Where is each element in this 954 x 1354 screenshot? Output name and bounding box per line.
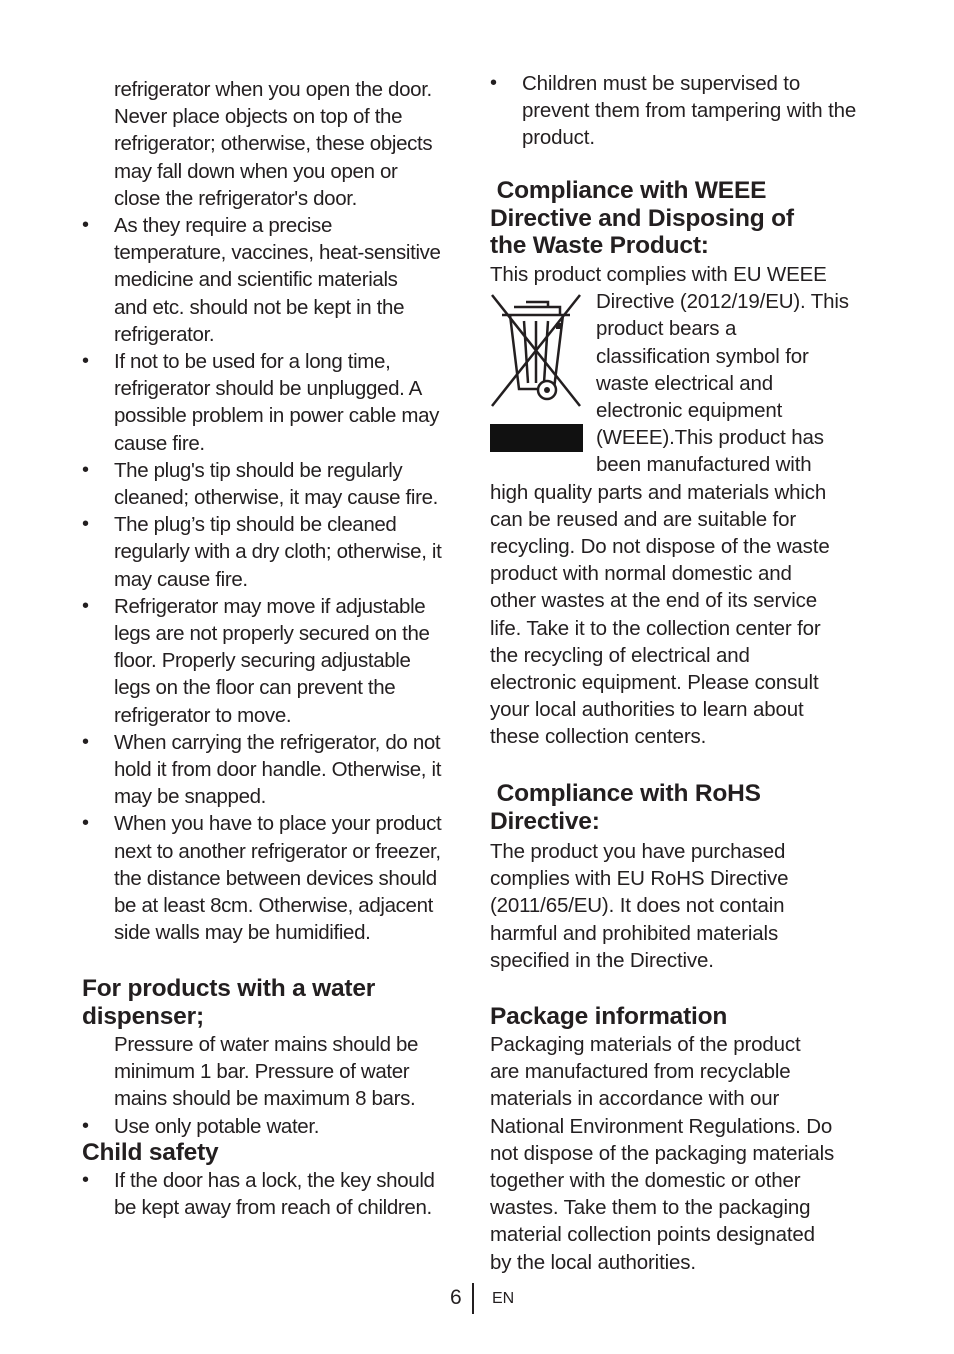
bullet-text-line: prevent them from tampering with the	[522, 99, 857, 123]
weee-text-line: Directive (2012/19/EU). This	[596, 290, 849, 314]
bullet-text-line: may cause fire.	[114, 567, 248, 591]
bullet-text-line: cleaned; otherwise, it may cause fire.	[114, 486, 438, 509]
weee-text-line: been manufactured with	[596, 453, 812, 477]
body-text-line: close the refrigerator's door.	[114, 186, 357, 210]
bullet-text-line: If not to be used for a long time,	[114, 350, 391, 373]
bullet-text-line: Refrigerator may move if adjustable	[114, 594, 426, 618]
package-text-line: Packaging materials of the product	[490, 1033, 801, 1056]
bullet-text-line: be kept away from reach of children.	[114, 1196, 432, 1220]
weee-text-line: electronic equipment	[596, 399, 783, 422]
package-text-line: together with the domestic or other	[490, 1169, 801, 1192]
bullet-text-line: When carrying the refrigerator, do not	[114, 730, 441, 754]
body-text-line: minimum 1 bar. Pressure of water	[114, 1060, 410, 1084]
language-code: EN	[492, 1290, 515, 1307]
body-text-line: may fall down when you open or	[114, 159, 398, 183]
rohs-text-line: (2011/65/EU). It does not contain	[490, 894, 785, 918]
weee-text-line: waste electrical and	[596, 371, 774, 395]
rohs-text-line: complies with EU RoHS Directive	[490, 867, 789, 891]
bullet-text-line: refrigerator should be unplugged. A	[114, 377, 423, 401]
rohs-heading: Compliance with RoHS	[490, 780, 761, 807]
bullet-text-line: and etc. should not be kept in the	[114, 295, 405, 319]
bullet-text-line: Use only potable water.	[114, 1114, 320, 1138]
weee-text-line: product bears a	[596, 317, 737, 341]
body-text-line: Pressure of water mains should be	[114, 1033, 419, 1056]
bullet-marker: •	[82, 1169, 90, 1191]
rohs-text-line: harmful and prohibited materials	[490, 921, 779, 945]
package-text-line: materials in accordance with our	[490, 1087, 780, 1111]
bullet-text-line: Children must be supervised to	[522, 72, 801, 95]
bullet-marker: •	[82, 730, 90, 753]
bullet-text-line: The plug's tip should be regularly	[114, 458, 403, 482]
bullet-text-line: cause fire.	[114, 431, 205, 455]
bullet-text-line: medicine and scientific materials	[114, 268, 398, 292]
package-text-line: are manufactured from recyclable	[490, 1060, 791, 1084]
bullet-text-line: When you have to place your product	[114, 812, 442, 836]
weee-text-line: (WEEE).This product has	[596, 426, 824, 450]
bullet-marker: •	[490, 72, 498, 94]
rohs-text-line: The product you have purchased	[490, 840, 786, 863]
weee-text-line: the recycling of electrical and	[490, 643, 750, 667]
weee-text-line: This product complies with EU WEEE	[490, 263, 827, 286]
weee-heading: Compliance with WEEE	[490, 177, 767, 204]
bullet-marker: •	[82, 214, 90, 236]
water-dispenser-heading: dispenser;	[82, 1002, 204, 1030]
bullet-marker: •	[82, 458, 90, 481]
package-information-heading: Package information	[490, 1003, 728, 1030]
body-text-line: refrigerator when you open the door.	[114, 78, 432, 101]
body-text-line: refrigerator; otherwise, these objects	[114, 132, 433, 156]
body-text-line: mains should be maximum 8 bars.	[114, 1087, 416, 1111]
weee-text-line: electronic equipment. Please consult	[490, 671, 819, 694]
weee-text-line: recycling. Do not dispose of the waste	[490, 535, 830, 558]
bullet-marker: •	[82, 594, 90, 617]
body-text-line: Never place objects on top of the	[114, 105, 403, 129]
weee-text-line: these collection centers.	[490, 725, 707, 749]
bullet-text-line: refrigerator.	[114, 322, 215, 346]
page-number: 6	[450, 1286, 462, 1309]
bullet-text-line: the distance between devices should	[114, 866, 437, 890]
weee-text-line: classification symbol for	[596, 344, 809, 368]
bullet-text-line: may be snapped.	[114, 785, 267, 809]
bullet-text-line: The plug’s tip should be cleaned	[114, 513, 397, 537]
weee-text-line: product with normal domestic and	[490, 562, 792, 586]
weee-text-line: can be reused and are suitable for	[490, 507, 797, 531]
crossed-out-wheelie-bin-icon	[490, 293, 584, 453]
bullet-text-line: be at least 8cm. Otherwise, adjacent	[114, 894, 433, 917]
bullet-marker: •	[82, 513, 90, 536]
weee-text-line: other wastes at the end of its service	[490, 589, 818, 613]
bullet-text-line: hold it from door handle. Otherwise, it	[114, 758, 442, 781]
weee-heading: Directive and Disposing of	[490, 204, 794, 232]
bullet-text-line: If the door has a lock, the key should	[114, 1169, 435, 1192]
rohs-heading: Directive:	[490, 807, 600, 835]
bullet-text-line: side walls may be humidified.	[114, 921, 371, 945]
package-text-line: wastes. Take them to the packaging	[490, 1196, 811, 1220]
bullet-text-line: As they require a precise	[114, 214, 333, 237]
child-safety-heading: Child safety	[82, 1139, 219, 1166]
bullet-text-line: product.	[522, 126, 595, 150]
package-text-line: material collection points designated	[490, 1223, 815, 1247]
bullet-text-line: legs on the floor can prevent the	[114, 676, 396, 700]
package-text-line: by the local authorities.	[490, 1250, 696, 1274]
weee-text-line: high quality parts and materials which	[490, 480, 827, 504]
weee-heading: the Waste Product:	[490, 232, 709, 259]
footer-divider	[472, 1283, 474, 1314]
bullet-marker: •	[82, 1114, 90, 1137]
bullet-text-line: refrigerator to move.	[114, 703, 292, 727]
water-dispenser-heading: For products with a water	[82, 975, 376, 1002]
weee-text-line: your local authorities to learn about	[490, 698, 804, 722]
bullet-text-line: temperature, vaccines, heat-sensitive	[114, 241, 441, 265]
package-text-line: not dispose of the packaging materials	[490, 1141, 835, 1165]
bullet-text-line: possible problem in power cable may	[114, 404, 440, 428]
bullet-text-line: floor. Properly securing adjustable	[114, 649, 411, 673]
bullet-text-line: legs are not properly secured on the	[114, 622, 430, 645]
bullet-marker: •	[82, 812, 90, 835]
rohs-text-line: specified in the Directive.	[490, 948, 714, 972]
package-text-line: National Environment Regulations. Do	[490, 1114, 833, 1138]
bullet-text-line: next to another refrigerator or freezer,	[114, 839, 441, 863]
bullet-text-line: regularly with a dry cloth; otherwise, it	[114, 540, 442, 564]
weee-text-line: life. Take it to the collection center for	[490, 616, 821, 640]
bullet-marker: •	[82, 350, 90, 372]
